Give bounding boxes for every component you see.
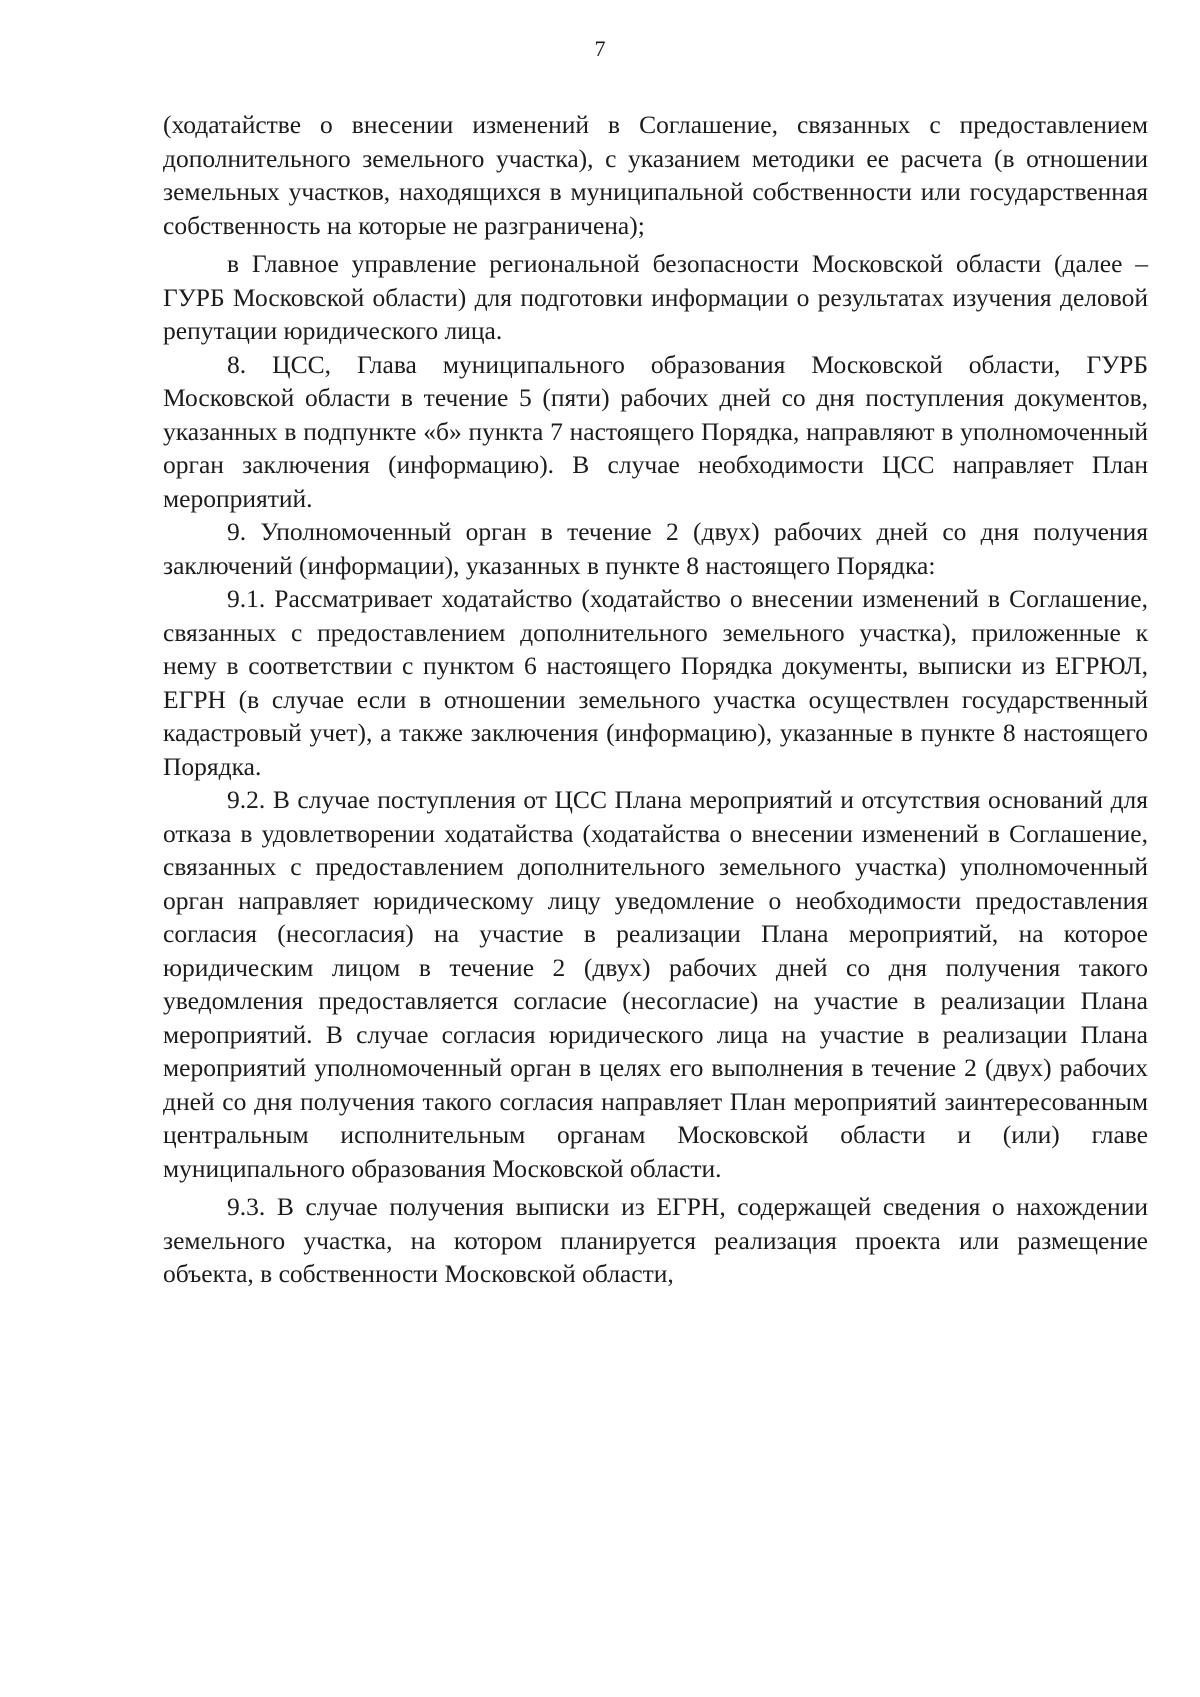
page-number: 7 <box>594 36 606 61</box>
document-body <box>163 108 1148 1291</box>
paragraph-item-9-1: 9.1. Рассматривает ходатайство (ходатайство о внесении изменений в Соглашение, связанных с предоставлением дополнительного земельного участка), приложенные к нему в соответствии с пунктом 6 настоящего Порядка документы, выписки из ЕГРЮЛ, ЕГРН (в случае если в отношении земельного участка осуществлен государственный кадастровый учет), а также заключения (информацию), указанные в пункте 8 настоящего Порядка. <box>163 584 1148 781</box>
paragraph-continuation: (ходатайстве о внесении изменений в Соглашение, связанных с предоставлением дополнительного земельного участка), с указанием методики ее расчета (в отношении земельных участков, находящихся в муниципальной собственности или государственная собственность на которые не разграничена); <box>163 110 1148 240</box>
paragraph-item-9-2: 9.2. В случае поступления от ЦСС Плана мероприятий и отсутствия оснований для отказа в удовлетворении ходатайства (ходатайства о внесении изменений в Соглашение, связанных с предоставлением дополнительного земельного участка) уполномоченный орган направляет юридическому лицу уведомление о необходимости предоставления согласия (несогласия) на участие в реализации Плана мероприятий, на которое юридическим лицом в течение 2 (двух) рабочих дней со дня получения такого уведомления предоставляется согласие (несогласие) на участие в реализации Плана мероприятий. В случае согласия юридического лица на участие в реализации Плана мероприятий уполномоченный орган в целях его выполнения в течение 2 (двух) рабочих дней со дня получения такого согласия направляет План мероприятий заинтересованным центральным исполнительным органам Московской области и (или) главе муниципального образования Московской области. <box>163 785 1148 1183</box>
paragraph-item-8: 8. ЦСС, Глава муниципального образования Московской области, ГУРБ Московской области в течение 5 (пяти) рабочих дней со дня поступления документов, указанных в подпункте «б» пункта 7 настоящего Порядка, направляют в уполномоченный орган заключения (информацию). В случае необходимости ЦСС направляет План мероприятий. <box>163 349 1148 513</box>
paragraph-item-9-3: 9.3. В случае получения выписки из ЕГРН, содержащей сведения о нахождении земельного участка, на котором планируется реализация проекта или размещение объекта, в собственности Московской области, <box>163 1192 1148 1288</box>
paragraph-item-9: 9. Уполномоченный орган в течение 2 (двух) рабочих дней со дня получения заключений (информации), указанных в пункте 8 настоящего Порядка: <box>163 517 1148 580</box>
paragraph-gurb-recipient: в Главное управление региональной безопасности Московской области (далее – ГУРБ Московской области) для подготовки информации о результатах изучения деловой репутации юридического лица. <box>163 249 1148 345</box>
